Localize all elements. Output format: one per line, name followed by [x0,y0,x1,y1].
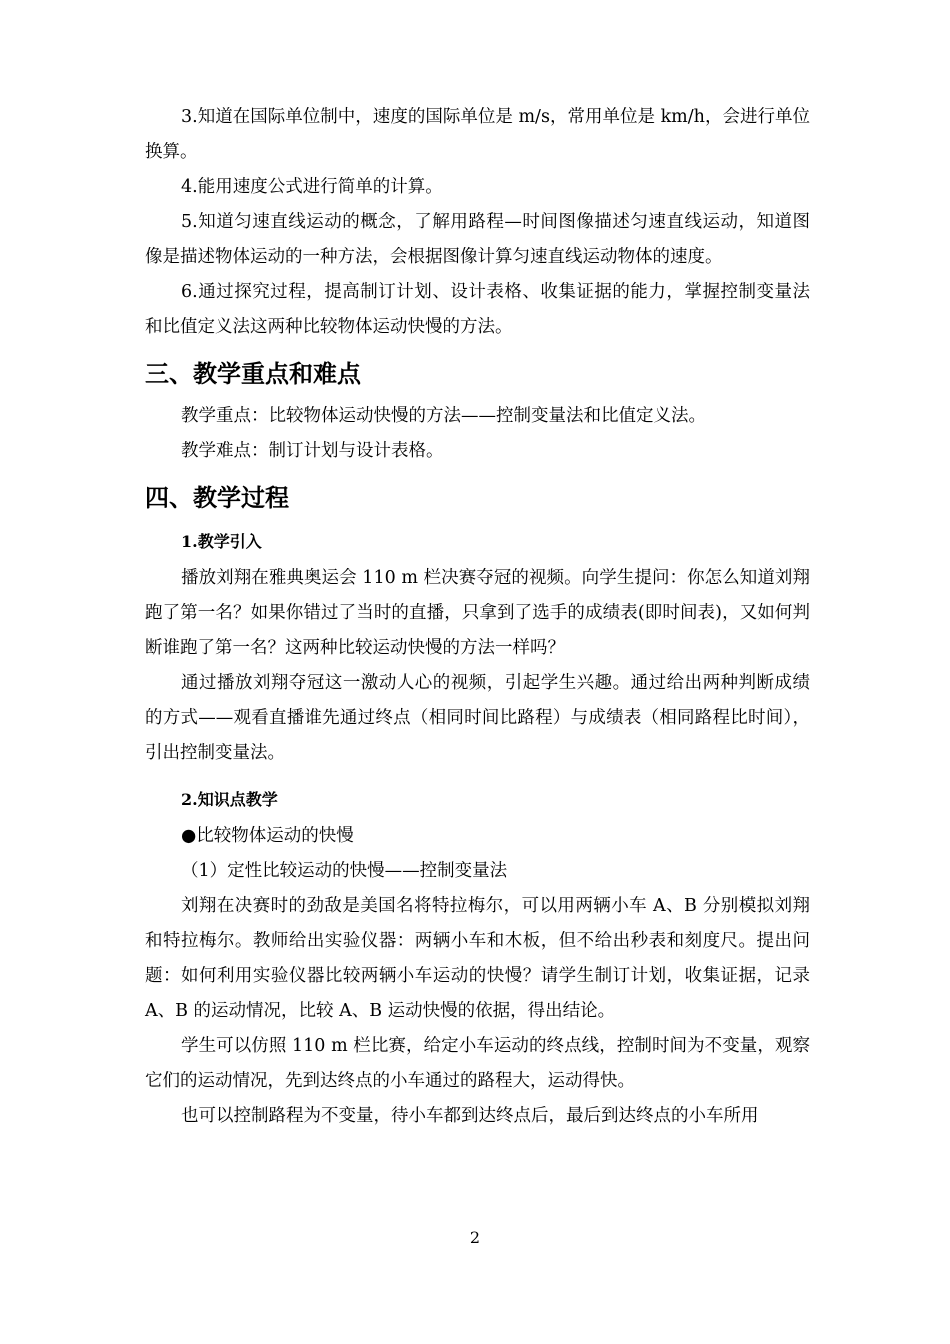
knowledge-paragraph-2: 学生可以仿照 110 m 栏比赛，给定小车运动的终点线，控制时间为不变量，观察它们的运动情况，先到达终点的小车通过的路程大，运动得快。 [145,1036,810,1091]
knowledge-paragraph-1: 刘翔在决赛时的劲敌是美国名将特拉梅尔，可以用两辆小车 A、B 分别模拟刘翔和特拉梅尔。教师给出实验仪器：两辆小车和木板，但不给出秒表和刻度尺。提出问题：如何利用实验仪器比较两辆小车运动的快慢？请学生制订计划，收集证据，记录 A、B 的运动情况，比较 A、B 运动快慢的依据，得出结论。 [145,896,810,1021]
subsection-1-title: 1.教学引入 [181,532,262,551]
page-number: 2 [469,1228,481,1247]
bullet-compare-speed: ●比较物体运动的快慢 [181,826,354,846]
key-point: 教学重点：比较物体运动快慢的方法——控制变量法和比值定义法。 [181,406,706,426]
intro-paragraph-1: 播放刘翔在雅典奥运会 110 m 栏决赛夺冠的视频。向学生提问：你怎么知道刘翔跑了第一名？如果你错过了当时的直播，只拿到了选手的成绩表(即时间表)，又如何判断谁跑了第一名？这两种比较运动快慢的方法一样吗？ [145,568,810,658]
section-4-heading: 四、教学过程 [145,483,289,512]
objective-6: 6.通过探究过程，提高制订计划、设计表格、收集证据的能力，掌握控制变量法和比值定义法这两种比较物体运动快慢的方法。 [145,282,810,337]
intro-paragraph-2: 通过播放刘翔夺冠这一激动人心的视频，引起学生兴趣。通过给出两种判断成绩的方式——观看直播谁先通过终点（相同时间比路程）与成绩表（相同路程比时间），引出控制变量法。 [145,673,810,763]
knowledge-paragraph-3: 也可以控制路程为不变量，待小车都到达终点后，最后到达终点的小车所用 [181,1106,759,1126]
item-qualitative: （1）定性比较运动的快慢——控制变量法 [181,861,508,881]
page-content [145,100,810,1134]
objective-3: 3.知道在国际单位制中，速度的国际单位是 m/s，常用单位是 km/h，会进行单位换算。 [145,107,810,162]
section-3-heading: 三、教学重点和难点 [145,359,361,388]
subsection-2-title: 2.知识点教学 [181,790,278,809]
difficulty: 教学难点：制订计划与设计表格。 [181,441,444,461]
objective-4: 4.能用速度公式进行简单的计算。 [181,177,443,197]
objective-5: 5.知道匀速直线运动的概念，了解用路程—时间图像描述匀速直线运动，知道图像是描述物体运动的一种方法，会根据图像计算匀速直线运动物体的速度。 [145,212,810,267]
